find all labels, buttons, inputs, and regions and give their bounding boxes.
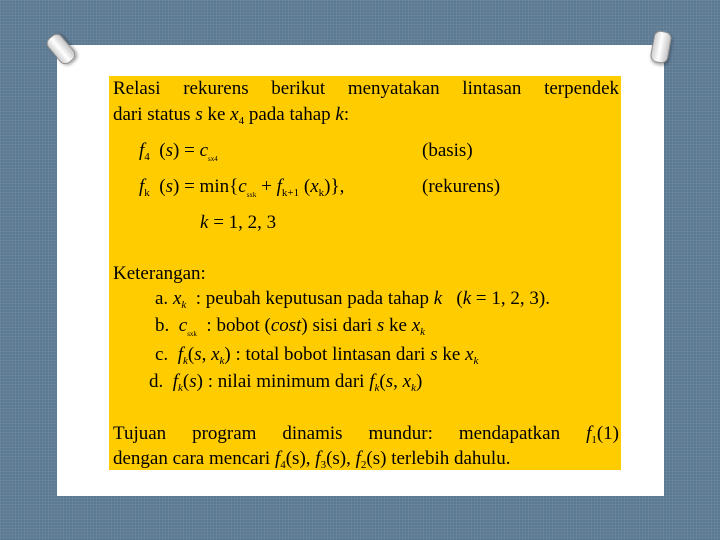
formula-recurrence: $f_k$ $(s) = \min\{c_{sxk} + f_{k+1}$ $(x_k)$}, (139, 176, 345, 199)
k-range: k = 1, 2, 3 (200, 212, 277, 233)
content-box (109, 76, 621, 470)
intro-line-2: dari status s ke $x_4$ pada tahap k: (113, 104, 350, 127)
keterangan-b: b. $c_{sxk}$ : bobot (cost) sisi dari s ke $x_k$ (155, 315, 426, 338)
recurrence-label: (rekurens) (422, 176, 501, 197)
keterangan-d: d. $f_k(s)$ : nilai minimum dari $f_k(s$, $x_k$) (149, 371, 423, 394)
keterangan-a: a. $x_k$ : peubah keputusan pada tahap k (k = 1, 2, 3). (155, 288, 550, 311)
tujuan-line-2: dengan cara mencari $f_4(s)$, $f_3(s)$, $f_2(s)$ terlebih dahulu. (113, 448, 511, 471)
intro-line-1: Relasi rekurens berikut menyatakan lintasan terpendek (113, 78, 619, 99)
tujuan-line-1: Tujuan program dinamis mundur: mendapatkan $f_1(1)$ (113, 423, 619, 446)
keterangan-c: c. $f_k(s$, $x_k$) : total bobot lintasan dari s ke $x_k$ (155, 344, 479, 367)
pin-right-icon (649, 30, 672, 65)
basis-label: (basis) (422, 140, 473, 161)
keterangan-heading: Keterangan: (113, 263, 206, 284)
formula-basis: $f_4$ $(s) = c_{sx4}$ (139, 140, 218, 163)
